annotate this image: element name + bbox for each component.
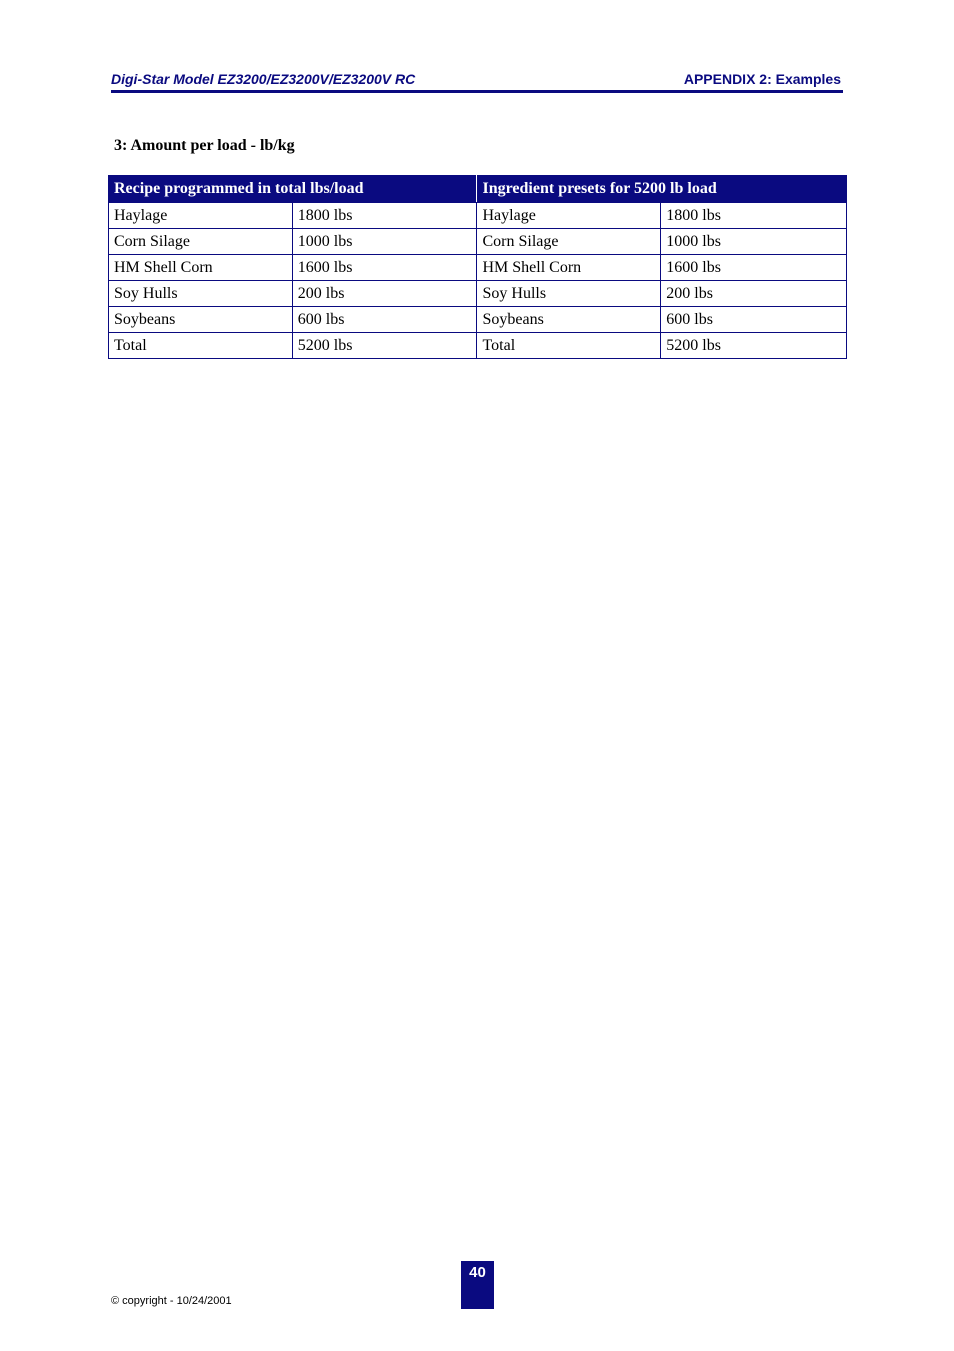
copyright-notice xyxy=(111,1295,232,1307)
table-cell: 1800 lbs xyxy=(661,203,847,229)
copyright-text: copyright - 10/24/2001 xyxy=(122,1295,232,1307)
table-cell: 200 lbs xyxy=(292,281,477,307)
table-row-total xyxy=(109,333,847,359)
table-cell: Soybeans xyxy=(109,307,293,333)
table-cell: HM Shell Corn xyxy=(109,255,293,281)
table-cell: Soybeans xyxy=(477,307,661,333)
page-header xyxy=(111,70,843,93)
table-header-row xyxy=(109,176,847,203)
copyright-symbol: © xyxy=(111,1295,120,1307)
table-cell: 200 lbs xyxy=(661,281,847,307)
table-row xyxy=(109,281,847,307)
table-row xyxy=(109,255,847,281)
table-cell: 1800 lbs xyxy=(292,203,477,229)
table-cell: Soy Hulls xyxy=(109,281,293,307)
table-cell: Total xyxy=(477,333,661,359)
table-cell: 600 lbs xyxy=(661,307,847,333)
table-cell: 1000 lbs xyxy=(292,229,477,255)
table-cell: 1000 lbs xyxy=(661,229,847,255)
table-cell: 1600 lbs xyxy=(661,255,847,281)
table-cell: Total xyxy=(109,333,293,359)
table-cell: Soy Hulls xyxy=(477,281,661,307)
table-row xyxy=(109,307,847,333)
table-cell: Haylage xyxy=(477,203,661,229)
header-model-title: Digi-Star Model EZ3200/EZ3200V/EZ3200V RC xyxy=(111,71,416,87)
ingredient-table xyxy=(108,175,847,359)
table-row xyxy=(109,229,847,255)
page-number: 40 xyxy=(461,1261,494,1309)
section-title: 3: Amount per load - lb/kg xyxy=(114,137,295,154)
table-cell: Corn Silage xyxy=(109,229,293,255)
table-cell: 5200 lbs xyxy=(661,333,847,359)
table-cell: 5200 lbs xyxy=(292,333,477,359)
table-cell: Corn Silage xyxy=(477,229,661,255)
table-cell: 1600 lbs xyxy=(292,255,477,281)
column-header-recipe: Recipe programmed in total lbs/load xyxy=(109,176,477,203)
table-cell: 600 lbs xyxy=(292,307,477,333)
table-cell: Haylage xyxy=(109,203,293,229)
header-section-title: APPENDIX 2: Examples xyxy=(683,71,841,87)
column-header-presets: Ingredient presets for 5200 lb load xyxy=(477,176,847,203)
table-row xyxy=(109,203,847,229)
table-cell: HM Shell Corn xyxy=(477,255,661,281)
